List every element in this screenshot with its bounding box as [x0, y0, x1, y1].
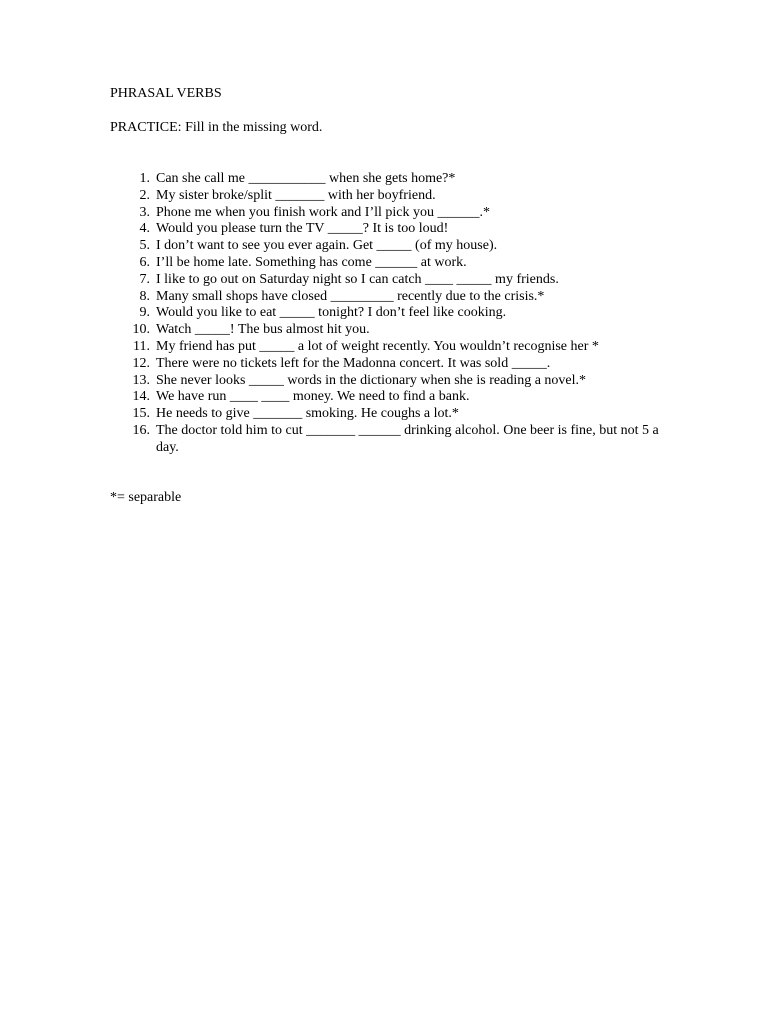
- exercise-list: [110, 171, 670, 457]
- item-number: 9.: [139, 305, 150, 321]
- item-number: 8.: [139, 288, 150, 304]
- item-number: 3.: [139, 204, 150, 220]
- item-number: 16.: [132, 422, 150, 438]
- list-item: [110, 205, 670, 222]
- list-item: [110, 389, 670, 406]
- item-number: 13.: [132, 372, 150, 388]
- list-item: [110, 272, 670, 289]
- item-text: My friend has put _____ a lot of weight recently. You wouldn’t recognise her *: [156, 338, 599, 354]
- practice-instructions: PRACTICE: Fill in the missing word.: [110, 120, 323, 135]
- document-title: PHRASAL VERBS: [110, 86, 222, 101]
- item-number: 14.: [132, 389, 150, 405]
- item-text: My sister broke/split _______ with her boyfriend.: [156, 187, 436, 203]
- item-text: We have run ____ ____ money. We need to find a bank.: [156, 389, 470, 405]
- list-item: [110, 188, 670, 205]
- item-number: 5.: [139, 238, 150, 254]
- item-number: 1.: [139, 171, 150, 186]
- item-text: I don’t want to see you ever again. Get _____ (of my house).: [156, 238, 498, 254]
- list-item: [110, 171, 670, 188]
- item-text: Phone me when you finish work and I’ll pick you ______.*: [156, 204, 491, 220]
- separable-footnote: *= separable: [110, 490, 182, 505]
- list-item: [110, 238, 670, 255]
- item-text: Would you like to eat _____ tonight? I don’t feel like cooking.: [156, 305, 507, 321]
- list-item: [110, 322, 670, 339]
- item-text: I like to go out on Saturday night so I can catch ____ _____ my friends.: [156, 271, 559, 287]
- item-text: There were no tickets left for the Madonna concert. It was sold _____.: [156, 355, 551, 371]
- item-number: 7.: [139, 271, 150, 287]
- list-item: [110, 289, 670, 306]
- list-item: [110, 339, 670, 356]
- list-item: [110, 221, 670, 238]
- list-item: [110, 255, 670, 272]
- list-item: [110, 305, 670, 322]
- list-item: [110, 406, 670, 423]
- item-number: 2.: [139, 187, 150, 203]
- item-text: She never looks _____ words in the dictionary when she is reading a novel.*: [156, 372, 587, 388]
- item-text: Would you please turn the TV _____? It is too loud!: [156, 221, 449, 237]
- item-number: 6.: [139, 254, 150, 270]
- item-number: 11.: [133, 338, 150, 354]
- item-text: Can she call me ___________ when she gets home?*: [156, 171, 456, 186]
- list-item: [110, 356, 670, 373]
- item-text: Watch _____! The bus almost hit you.: [156, 322, 370, 338]
- list-item: [110, 423, 670, 457]
- item-text: The doctor told him to cut _______ ______ drinking alcohol. One beer is fine, but not 5 a day.: [156, 422, 659, 455]
- list-item: [110, 373, 670, 390]
- item-text: I’ll be home late. Something has come ______ at work.: [156, 254, 467, 270]
- item-number: 15.: [132, 406, 150, 422]
- item-number: 12.: [132, 355, 150, 371]
- item-text: Many small shops have closed _________ recently due to the crisis.*: [156, 288, 545, 304]
- item-number: 10.: [132, 322, 150, 338]
- item-number: 4.: [139, 221, 150, 237]
- item-text: He needs to give _______ smoking. He coughs a lot.*: [156, 406, 459, 422]
